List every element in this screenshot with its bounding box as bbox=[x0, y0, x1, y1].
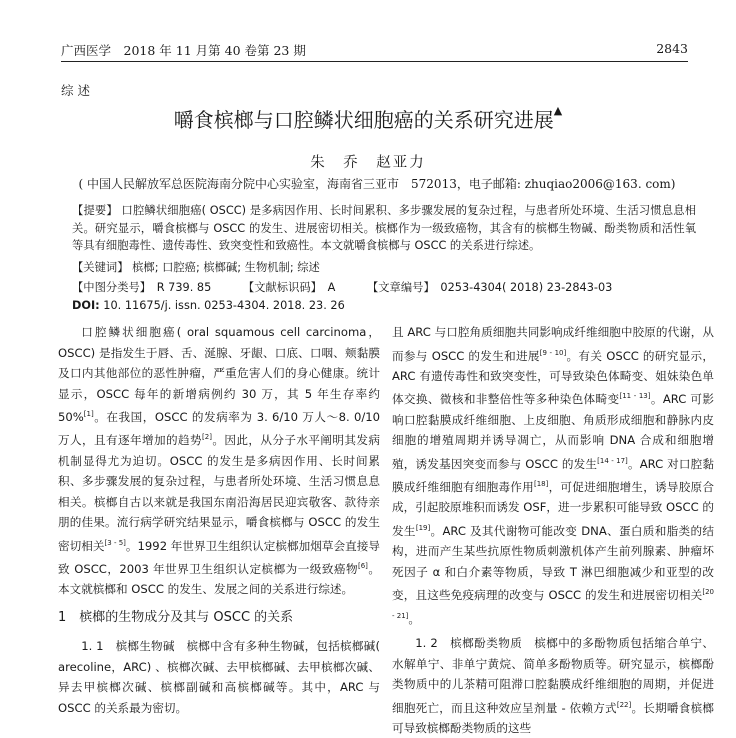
keywords-label: 【关键词】 bbox=[72, 261, 129, 274]
section-tag: 综 述 bbox=[61, 83, 90, 98]
citation: [22] bbox=[616, 700, 632, 709]
citation: [20 - 21] bbox=[392, 588, 714, 620]
citation: [11 - 13] bbox=[619, 392, 651, 401]
abstract-text: 口腔鳞状细胞癌( OSCC) 是多病因作用、长时间累积、多步骤发展的复杂过程，与患者所处环境、生活习惯息息相关。研究显示，嚼食槟榔与 OSCC 的发生、进展密切相关。槟榔作为一级致癌物，其含有的槟榔生物碱、酚类物质和活性氧等具有细胞毒性、遗传毒性、致突变性和致癌性。本文就嚼食槟榔与 OSCC 的关系进行综述。 bbox=[72, 204, 696, 252]
abstract-label: 【提要】 bbox=[72, 204, 118, 217]
doi-value: 10. 11675/j. issn. 0253-4304. 2018. 23. 26 bbox=[103, 299, 345, 312]
citation: [3 - 5] bbox=[104, 538, 126, 547]
citation: [19] bbox=[415, 523, 431, 532]
header-rule bbox=[61, 61, 688, 62]
doi-line bbox=[72, 299, 696, 312]
paragraph: 且 ARC 与口腔角质细胞共同影响成纤维细胞中胶原的代谢，从而参与 OSCC 的发生和进展[9 - 10]。有关 OSCC 的研究显示，ARC 有遗传毒性和致突变性，可导致染色体畸变、姐妹染色单体交换、微核和非整倍性等多种染色体畸变[11 - 13]。ARC 可影响口腔黏膜成纤维细胞、上皮细胞、角质形成细胞和静脉内皮细胞的增殖周期并诱导凋亡，从而影响 DNA 合成和细胞增殖，诱发基因突变而参与 OSCC 的发生[14 - 17]。ARC 对口腔黏膜成纤维细胞有细胞毒作用[18]，可促进细胞增生，诱导胶原合成，引起胶原堆积而诱发 OSF，进一步累积可能导致 OSCC 的发生[19]。ARC 及其代谢物可能改变 DNA、蛋白质和脂类的结构，进而产生某些抗原性物质刺激机体产生前列腺素、肿瘤坏死因子 α 和白介素等物质，导致 T 淋巴细胞减少和亚型的改变，且这些免疫病理的改变与 OSCC 的发生和进展密切相关[20 - 21]。 bbox=[392, 325, 715, 626]
citation: [9 - 10] bbox=[539, 348, 567, 357]
classification-line bbox=[72, 279, 696, 295]
journal-header: 广西医学 2018 年 11 月第 40 卷第 23 期 bbox=[61, 43, 306, 58]
citation: [1] bbox=[83, 410, 94, 418]
article-title-text: 嚼食槟榔与口腔鳞状细胞癌的关系研究进展 bbox=[173, 108, 554, 132]
citation: [14 - 17] bbox=[597, 456, 628, 465]
citation: [18] bbox=[533, 480, 549, 489]
citation: [2] bbox=[202, 433, 212, 442]
article-title bbox=[0, 104, 736, 133]
paragraph: 1. 1 槟榔生物碱 槟榔中含有多种生物碱，包括槟榔碱( arecoline，ARC) 、槟榔次碱、去甲槟榔碱、去甲槟榔次碱、异去甲槟榔次碱、槟榔副碱和高槟榔碱等。其中，ARC 与 OSCC 的关系最为密切。 bbox=[58, 639, 380, 715]
article-number: 【文章编号】 0253-4304( 2018) 23-2843-03 bbox=[366, 281, 613, 294]
body-column-right bbox=[392, 322, 714, 738]
keywords-text: 槟榔; 口腔癌; 槟榔碱; 生物机制; 综述 bbox=[132, 261, 320, 274]
page-number: 2843 bbox=[656, 41, 688, 56]
document-code: 【文献标识码】 A bbox=[242, 281, 336, 294]
abstract bbox=[72, 202, 696, 255]
citation: [6] bbox=[358, 562, 368, 571]
clc-number: 【中图分类号】 R 739. 85 bbox=[72, 281, 212, 294]
keywords bbox=[72, 259, 696, 275]
affiliation: ( 中国人民解放军总医院海南分院中心实验室，海南省三亚市 572013，电子邮箱: zhuqiao2006@163. com) bbox=[78, 177, 676, 191]
paragraph: 1. 2 槟榔酚类物质 槟榔中的多酚物质包括缩合单宁、水解单宁、非单宁黄烷、简单多酚物质等。研究显示，槟榔酚类物质中的儿茶精可阻滞口腔黏膜成纤维细胞的周期，并促进细胞死亡，而且这种效应呈剂量 - 依赖方式[22]。长期嚼食槟榔可导致槟榔酚类物质的这些 bbox=[392, 636, 714, 735]
funding-mark-icon: ▲ bbox=[553, 104, 563, 117]
body-column-left bbox=[58, 322, 380, 718]
section-heading: 1 槟榔的生物成分及其与 OSCC 的关系 bbox=[58, 609, 294, 625]
paragraph: 口腔鳞状细胞癌( oral squamous cell carcinoma，OSCC) 是指发生于唇、舌、涎腺、牙龈、口底、口咽、颊黏膜及口内其他部位的恶性肿瘤，严重危害人们的身心健康。统计显示，OSCC 每年的新增病例约 30 万，其 5 年生存率约 50%[1]。在我国，OSCC 的发病率为 3. 6/10 万人～8. 0/10 万人，且有逐年增加的趋势[2]。因此，从分子水平阐明其发病机制显得尤为迫切。OSCC 的发生是多病因作用、长时间累积、多步骤发展的复杂过程，与患者所处环境、生活习惯息息相关。槟榔自古以来就是我国东南沿海居民迎宾敬客、款待亲朋的佳果。流行病学研究结果显示，嚼食槟榔与 OSCC 的发生密切相关[3 - 5]。1992 年世界卫生组织认定槟榔加烟草会直接导致 OSCC，2003 年世界卫生组织认定槟榔为一级致癌物[6]。本文就槟榔和 OSCC 的发生、发展之间的关系进行综述。 bbox=[58, 325, 380, 597]
authors: 朱 乔 赵亚力 bbox=[310, 155, 426, 171]
doi-label: DOI: bbox=[72, 299, 100, 312]
